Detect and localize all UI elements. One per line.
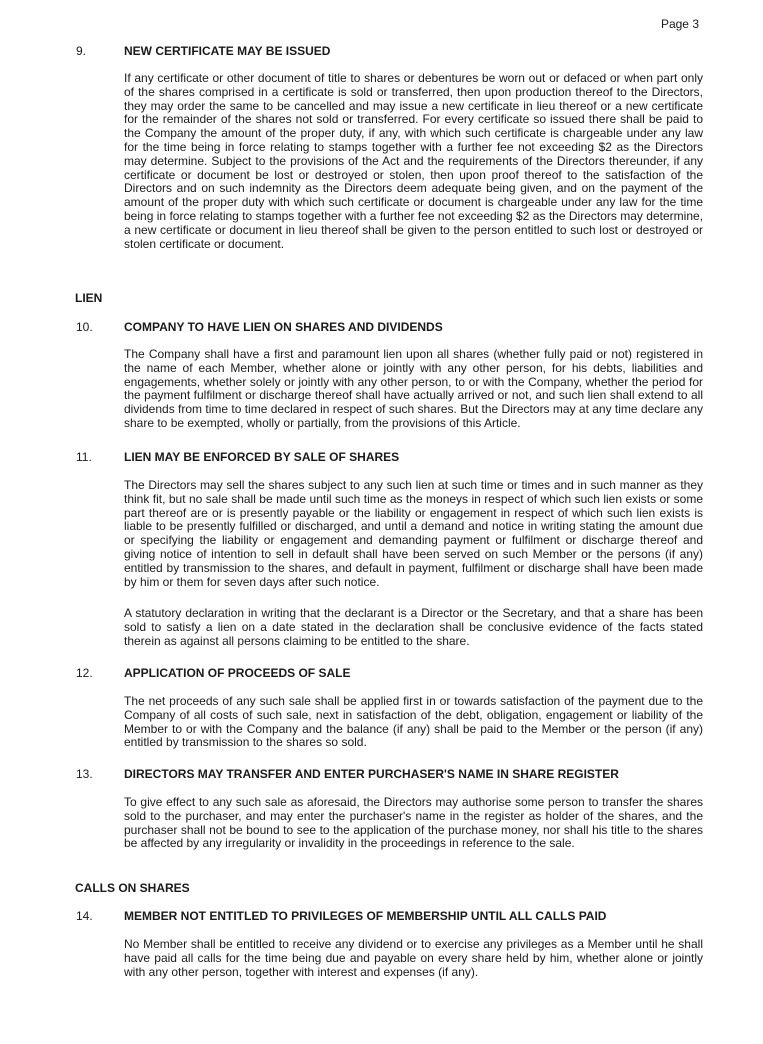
clause-title: MEMBER NOT ENTITLED TO PRIVILEGES OF MEMBERSHIP UNTIL ALL CALLS PAID <box>124 909 607 923</box>
clause-number: 14. <box>76 909 93 923</box>
clause-paragraph: The Directors may sell the shares subject to any such lien at such time or times and in such manner as they think fit, but no sale shall be made until such time as the moneys in respect of which such lien exists or some part thereof are or is presently payable or the liability or engagement in respect of which such lien exists is liable to be presently fulfilled or discharged, and until a demand and notice in writing stating the amount due or specifying the liability or engagement and demanding payment or fulfilment or discharge thereof and giving notice of intention to sell in default shall have been served on such Member or the persons (if any) entitled by transmission to the shares, and default in payment, fulfilment or discharge shall have been made by him or them for seven days after such notice. <box>124 478 703 589</box>
clause-paragraph: To give effect to any such sale as aforesaid, the Directors may authorise some person to transfer the shares sold to the purchaser, and may enter the purchaser's name in the register as holder of the shares, and the purchaser shall not be bound to see to the application of the purchase money, nor shall his title to the shares be affected by any irregularity or invalidity in the proceedings in reference to the sale. <box>124 795 703 851</box>
clause-number: 9. <box>76 44 87 58</box>
clause-title: APPLICATION OF PROCEEDS OF SALE <box>124 666 351 680</box>
clause-title: COMPANY TO HAVE LIEN ON SHARES AND DIVIDENDS <box>124 320 443 334</box>
clause-title: DIRECTORS MAY TRANSFER AND ENTER PURCHASER'S NAME IN SHARE REGISTER <box>124 767 619 781</box>
clause-paragraph: A statutory declaration in writing that the declarant is a Director or the Secretary, and that a share has been sold to satisfy a lien on a date stated in the declaration shall be conclusive evidence of the facts stated therein as against all persons claiming to be entitled to the share. <box>124 606 703 648</box>
section-heading-calls-on-shares: CALLS ON SHARES <box>75 881 190 895</box>
clause-paragraph: The net proceeds of any such sale shall be applied first in or towards satisfaction of the payment due to the Company of all costs of such sale, next in satisfaction of the debt, obligation, engagement or liability of the Member to or with the Company and the balance (if any) shall be paid to the Member or the person (if any) entitled by transmission to the shares so sold. <box>124 694 703 750</box>
clause-number: 11. <box>76 450 92 464</box>
clause-paragraph: If any certificate or other document of title to shares or debentures be worn out or defaced or when part only of the shares comprised in a certificate is sold or transferred, then upon production thereof to the Directors, they may order the same to be cancelled and may issue a new certificate in lieu thereof or a new certificate for the remainder of the shares not sold or transferred. For every certificate so issued there shall be paid to the Company the amount of the proper duty, if any, with which such certificate is chargeable under any law for the time being in force relating to stamps together with a further fee not exceeding $2 as the Directors may determine. Subject to the provisions of the Act and the requirements of the Directors thereunder, if any certificate or document be lost or destroyed or stolen, then upon proof thereof to the satisfaction of the Directors and on such indemnity as the Directors deem adequate being given, and on the payment of the amount of the proper duty with which such certificate or document is chargeable under any law for the time being in force relating to stamps together with a further fee not exceeding $2 as the Directors may determine, a new certificate or document in lieu thereof shall be given to the person entitled to such lost or destroyed or stolen certificate or document. <box>124 71 703 251</box>
clause-title: LIEN MAY BE ENFORCED BY SALE OF SHARES <box>124 450 400 464</box>
clause-title: NEW CERTIFICATE MAY BE ISSUED <box>124 44 331 58</box>
page-number: Page 3 <box>660 17 699 31</box>
clause-number: 12. <box>76 666 93 680</box>
section-heading-lien: LIEN <box>75 291 103 305</box>
clause-number: 10. <box>76 320 93 334</box>
clause-paragraph: No Member shall be entitled to receive any dividend or to exercise any privileges as a Member until he shall have paid all calls for the time being due and payable on every share held by him, whether alone or jointly with any other person, together with interest and expenses (if any). <box>124 937 703 979</box>
clause-paragraph: The Company shall have a first and paramount lien upon all shares (whether fully paid or not) registered in the name of each Member, whether alone or jointly with any other person, for his debts, liabilities and engagements, whether solely or jointly with any other person, to or with the Company, whether the period for the payment fulfilment or discharge thereof shall have actually arrived or not, and such lien shall extend to all dividends from time to time declared in respect of such shares. But the Directors may at any time declare any share to be exempted, wholly or partially, from the provisions of this Article. <box>124 347 703 430</box>
clause-number: 13. <box>76 767 93 781</box>
